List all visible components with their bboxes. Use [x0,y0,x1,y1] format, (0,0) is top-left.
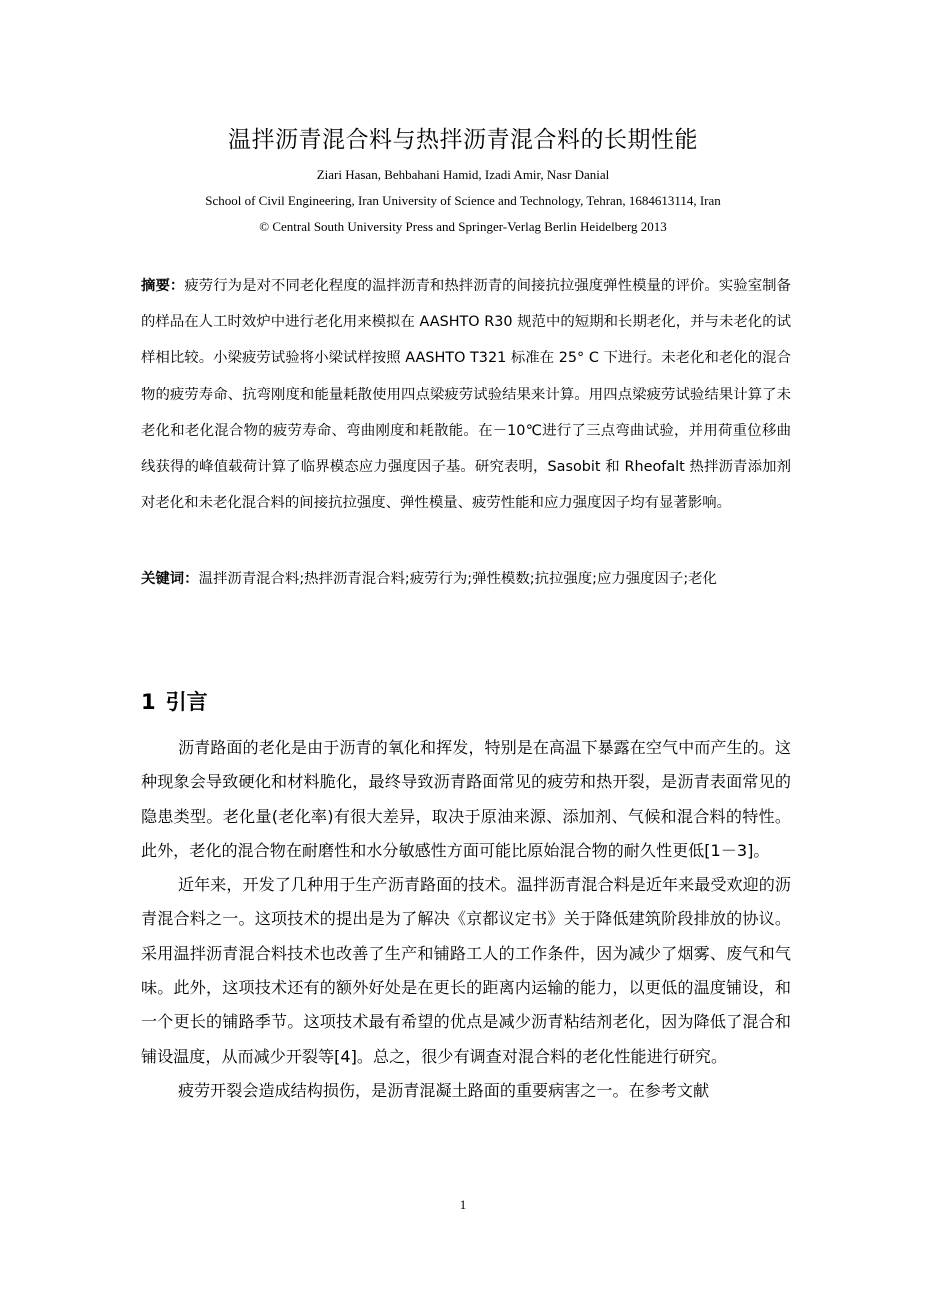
keywords-text: 温拌沥青混合料;热拌沥青混合料;疲劳行为;弹性模数;抗拉强度;应力强度因子;老化 [198,571,717,587]
abstract-text: 疲劳行为是对不同老化程度的温拌沥青和热拌沥青的间接抗拉强度弹性模量的评价。实验室制备的样品在人工时效炉中进行老化用来模拟在 AASHTO R30 规范中的短期和长期老化，并与未老化的试样相比较。小梁疲劳试验将小梁试样按照 AASHTO T321 标准在 25° C 下进行。未老化和老化的混合物的疲劳寿命、抗弯刚度和能量耗散使用四点梁疲劳试验结果来计算。用四点梁疲劳试验结果计算了未老化和老化混合物的疲劳寿命、弯曲刚度和耗散能。在－10℃进行了三点弯曲试验，并用荷重位移曲线获得的峰值载荷计算了临界模态应力强度因子基。研究表明，Sasobit 和 Rheofalt 热拌沥青添加剂对老化和未老化混合料的间接抗拉强度、弹性模量、疲劳性能和应力强度因子均有显著影响。 [141,278,791,512]
paragraph: 近年来，开发了几种用于生产沥青路面的技术。温拌沥青混合料是近年来最受欢迎的沥青混合料之一。这项技术的提出是为了解决《京都议定书》关于降低建筑阶段排放的协议。采用温拌沥青混合料技术也改善了生产和铺路工人的工作条件，因为减少了烟雾、废气和气味。此外，这项技术还有的额外好处是在更长的距离内运输的能力，以更低的温度铺设，和一个更长的铺路季节。这项技术最有希望的优点是减少沥青粘结剂老化，因为降低了混合和铺设温度，从而减少开裂等[4]。总之，很少有调查对混合料的老化性能进行研究。 [141,875,791,1066]
authors: Ziari Hasan, Behbahani Hamid, Izadi Amir, Nasr Danial [316,167,610,182]
section-heading [141,686,218,716]
page-number: 1 [459,1197,467,1212]
abstract [141,268,791,521]
affiliation: School of Civil Engineering, Iran University of Science and Technology, Tehran, 1684613114, Iran [205,193,721,208]
paragraph: 沥青路面的老化是由于沥青的氧化和挥发，特别是在高温下暴露在空气中而产生的。这种现象会导致硬化和材料脆化，最终导致沥青路面常见的疲劳和热开裂，是沥青表面常见的隐患类型。老化量(老化率)有很大差异，取决于原油来源、添加剂、气候和混合料的特性。此外，老化的混合物在耐磨性和水分敏感性方面可能比原始混合物的耐久性更低[1－3]。 [141,738,791,860]
body-text [141,731,791,1108]
paragraph: 疲劳开裂会造成结构损伤，是沥青混凝土路面的重要病害之一。在参考文献 [178,1080,710,1100]
section-number: 1 [141,690,156,714]
copyright: © Central South University Press and Springer-Verlag Berlin Heidelberg 2013 [259,219,667,234]
abstract-label: 摘要： [141,278,185,294]
keywords-label: 关键词： [141,571,199,587]
paper-title: 温拌沥青混合料与热拌沥青混合料的长期性能 [228,127,698,153]
keywords [141,561,791,597]
section-title: 引言 [165,690,208,714]
